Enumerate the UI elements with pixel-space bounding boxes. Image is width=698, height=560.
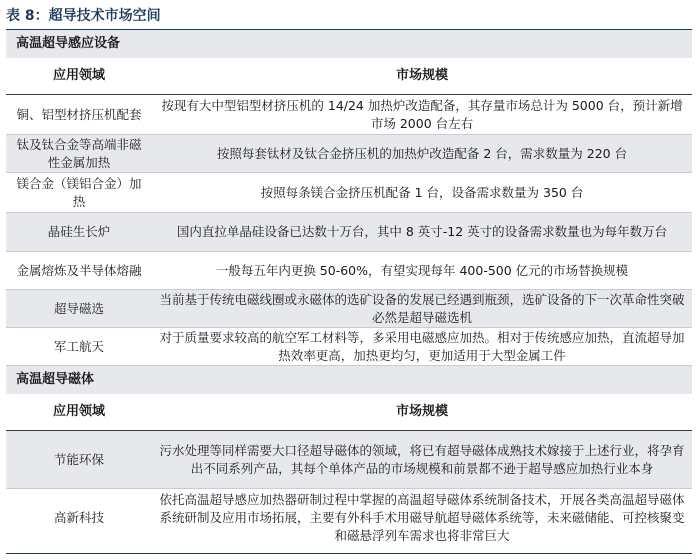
cell-market: 对于质量要求较高的航空军工材料等，多采用电磁感应加热。相对于传统感应加热，直流超导加热效率更高，加热更均匀，更加适用于大型金属工件	[152, 328, 692, 366]
cell-market: 当前基于传统电磁线圈或永磁体的选矿设备的发展已经遇到瓶颈，选矿设备的下一次革命性突破必然是超导磁选机	[152, 290, 692, 328]
table-row	[6, 431, 692, 489]
cell-field: 铜、铝型材挤压机配套	[6, 95, 152, 135]
section-title-row	[6, 30, 692, 58]
cell-market: 一般每五年内更换 50-60%，有望实现每年 400-500 亿元的市场替换规模	[152, 252, 692, 290]
cell-field: 钛及钛合金等高端非磁性金属加热	[6, 135, 152, 173]
table-bottom-rule	[6, 553, 692, 554]
market-space-table	[6, 30, 692, 547]
cell-market: 按现有大中型铝型材挤压机的 14/24 加热炉改造配备，其存量市场总计为 5000 台，预计新增市场 2000 台左右	[152, 95, 692, 135]
cell-field: 高新科技	[53, 509, 104, 525]
cell-market: 依托高温超导感应加热器研制过程中掌握的高温超导磁体系统制备技术，开展各类高温超导磁体系统研制及应用市场拓展，主要有外科手术用磁导航超导磁体系统等，未来磁储能、可控核聚变和磁悬浮列车需求也将非常巨大	[159, 491, 685, 543]
cell-market: 污水处理等同样需要大口径超导磁体的领域，将已有超导磁体成熟技术嫁接于上述行业，将孕育出不同系列产品，其每个单体产品的市场规模和前景都不逊于超导感应加热行业本身	[152, 431, 692, 489]
table-row	[6, 95, 692, 135]
cell-field: 节能环保	[6, 431, 152, 489]
cell-field: 晶硅生长炉	[6, 213, 152, 252]
table-row	[6, 252, 692, 290]
cell-market: 国内直拉单晶硅设备已达数十万台，其中 8 英寸-12 英寸的设备需求数量也为每年数万台	[152, 213, 692, 252]
header-field: 应用领域	[6, 58, 152, 95]
cell-field: 军工航天	[6, 328, 152, 366]
section-title-row	[6, 366, 692, 395]
table-row	[6, 328, 692, 366]
cell-field: 金属熔炼及半导体熔融	[6, 252, 152, 290]
table-header-row	[6, 394, 692, 431]
table-header-row	[6, 58, 692, 95]
header-field: 应用领域	[6, 394, 152, 431]
cell-market: 按照每条镁合金挤压机配备 1 台，设备需求数量为 350 台	[152, 173, 692, 213]
table-row	[6, 135, 692, 173]
cell-market: 按照每套钛材及钛合金挤压机的加热炉改造配备 2 台，需求数量为 220 台	[152, 135, 692, 173]
table-row	[6, 290, 692, 328]
table-row	[6, 489, 692, 547]
table-caption: 表 8：超导技术市场空间	[6, 8, 161, 24]
table-row	[6, 213, 692, 252]
cell-field: 超导磁选	[6, 290, 152, 328]
header-market: 市场规模	[152, 58, 692, 95]
table-row	[6, 173, 692, 213]
section-title: 高温超导磁体	[6, 366, 692, 395]
cell-field: 镁合金（镁铝合金）加热	[6, 173, 152, 213]
header-market: 市场规模	[152, 394, 692, 431]
section-title: 高温超导感应设备	[6, 30, 692, 58]
